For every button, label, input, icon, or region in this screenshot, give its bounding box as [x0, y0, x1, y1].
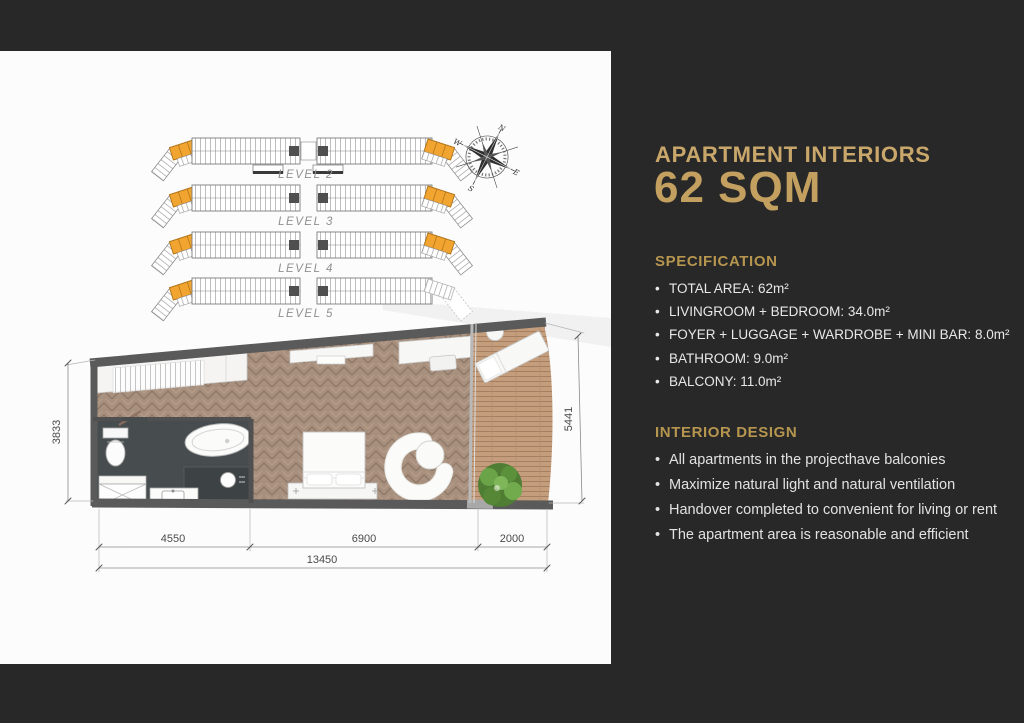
design-item: • All apartments in the projecthave balconies: [655, 448, 997, 473]
compass-w-label: W: [451, 136, 463, 149]
specification-heading: SPECIFICATION: [655, 253, 778, 270]
level-4-label: LEVEL 4: [278, 263, 334, 275]
design-item: • Handover completed to convenient for living or rent: [655, 498, 997, 523]
plant-icon: [478, 463, 522, 507]
spec-item: • BALCONY: 11.0m²: [655, 370, 1009, 393]
compass-e-label: E: [511, 167, 521, 178]
specification-list: [655, 277, 1009, 393]
floor-plans-drawing: [0, 51, 611, 664]
compass-n-label: N: [496, 122, 507, 134]
spec-item: • FOYER + LUGGAGE + WARDROBE + MINI BAR: 8.0m²: [655, 323, 1009, 346]
design-item: • Maximize natural light and natural ventilation: [655, 473, 997, 498]
page-title: APARTMENT INTERIORS: [655, 142, 931, 167]
dim-seg2-label: 6900: [351, 533, 377, 545]
brochure-left-page: [0, 51, 611, 664]
ottoman: [416, 441, 444, 469]
dim-total-label: 13450: [306, 554, 338, 566]
design-item: • The apartment area is reasonable and efficient: [655, 523, 997, 548]
dim-seg3-label: 2000: [499, 533, 525, 545]
compass-s-label: S: [466, 183, 476, 194]
level-3-label: LEVEL 3: [278, 216, 334, 228]
interior-design-list: [655, 448, 997, 548]
dim-left-label: 3833: [51, 419, 63, 445]
spec-item: • LIVINGROOM + BEDROOM: 34.0m²: [655, 300, 1009, 323]
spec-item: • BATHROOM: 9.0m²: [655, 347, 1009, 370]
area-title: 62 SQM: [654, 163, 822, 212]
spec-item: • TOTAL AREA: 62m²: [655, 277, 1009, 300]
dim-seg1-label: 4550: [160, 533, 186, 545]
dim-right-label: 5441: [563, 406, 575, 432]
level-5-label: LEVEL 5: [278, 308, 334, 320]
level-2-label: LEVEL 2: [278, 169, 334, 181]
glass-partition: [470, 324, 472, 503]
interior-design-heading: INTERIOR DESIGN: [655, 424, 798, 441]
apartment-floor-plan: [90, 319, 553, 507]
